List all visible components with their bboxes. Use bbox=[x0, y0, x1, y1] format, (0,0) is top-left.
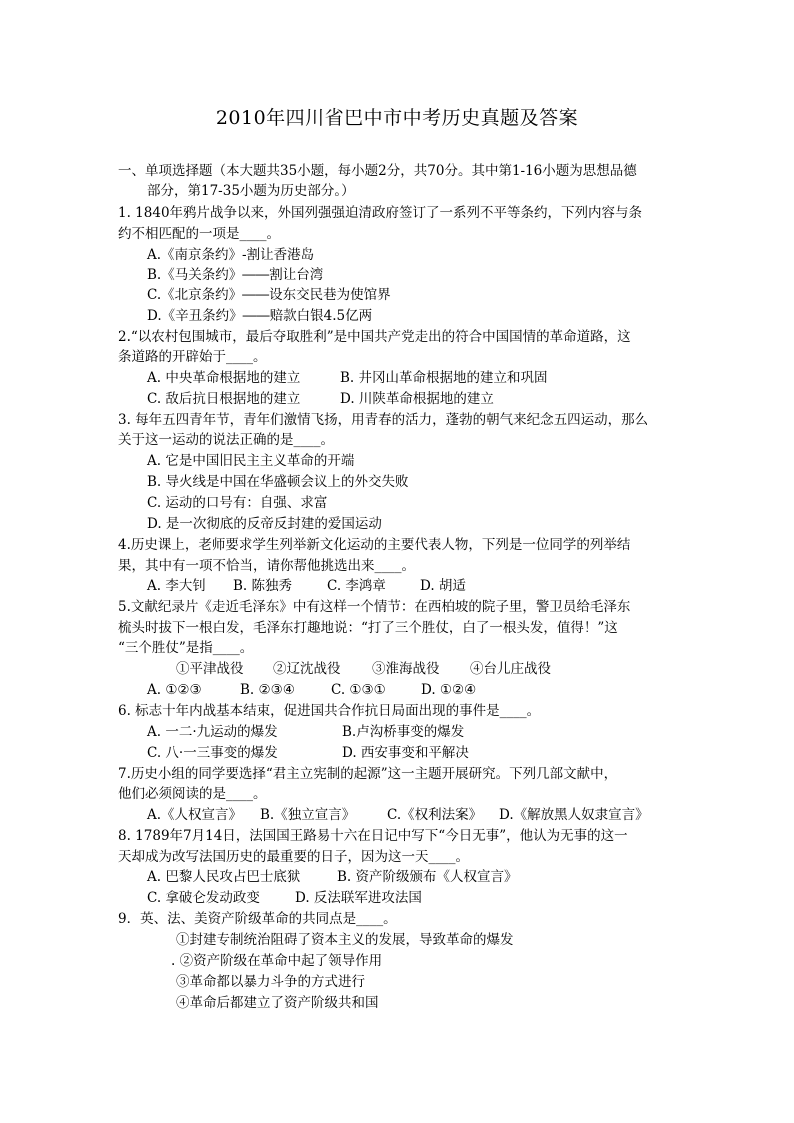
question-3-option-d: D. 是一次彻底的反帝反封建的爱国运动 bbox=[147, 516, 382, 532]
question-2-stem-cont: 条道路的开辟始于____。 bbox=[118, 349, 267, 365]
section-heading: 一、单项选择题（本大题共35小题，每小题2分，共70分。其中第1-16小题为思想品德 bbox=[118, 163, 637, 179]
question-7-stem-cont: 他们必须阅读的是____。 bbox=[118, 786, 267, 802]
question-7-option-d: D.《解放黑人奴隶宣言》 bbox=[499, 807, 649, 823]
question-2-stem: 2.“以农村包围城市，最后夺取胜利”是中国共产党走出的符合中国国情的革命道路，这 bbox=[118, 329, 631, 345]
question-5-item-4: ④台儿庄战役 bbox=[470, 661, 551, 677]
question-9-item-1: ①封建专制统治阻碍了资本主义的发展，导致革命的爆发 bbox=[176, 932, 514, 948]
question-8-option-c: C. 拿破仑发动政变 bbox=[147, 890, 260, 906]
question-1-stem: 1. 1840年鸦片战争以来，外国列强强迫清政府签订了一系列不平等条约，下列内容与条 bbox=[118, 205, 643, 221]
question-3-option-b: B. 导火线是中国在华盛顿会议上的外交失败 bbox=[147, 474, 409, 490]
question-5-item-3: ③淮海战役 bbox=[372, 661, 440, 677]
question-2-option-c: C. 敌后抗日根据地的建立 bbox=[147, 391, 301, 407]
question-7-stem: 7.历史小组的同学要选择“君主立宪制的起源”这一主题开展研究。下列几部文献中， bbox=[118, 766, 618, 782]
question-5-item-1: ①平津战役 bbox=[176, 661, 244, 677]
question-1-option-d: D.《辛丑条约》――赔款白银4.5亿两 bbox=[147, 308, 373, 324]
question-8-stem: 8. 1789年7月14日，法国国王路易十六在日记中写下“今日无事”，他认为无事的这一 bbox=[118, 828, 628, 844]
question-4-stem-cont: 果，其中有一项不恰当，请你帮他挑选出来____。 bbox=[118, 558, 415, 574]
question-2-option-b: B. 井冈山革命根据地的建立和巩固 bbox=[340, 370, 548, 386]
question-3-option-a: A. 它是中国旧民主主义革命的开端 bbox=[147, 453, 355, 469]
question-8-option-a: A. 巴黎人民攻占巴士底狱 bbox=[147, 869, 301, 885]
question-7-option-b: B.《独立宣言》 bbox=[260, 807, 356, 823]
question-1-option-c: C.《北京条约》――设东交民巷为使馆界 bbox=[147, 287, 391, 303]
question-3-option-c: C. 运动的口号有：自强、求富 bbox=[147, 495, 328, 511]
question-5-option-d: D. ①②④ bbox=[421, 682, 477, 698]
question-2-option-d: D. 川陕革命根据地的建立 bbox=[340, 391, 494, 407]
question-4-stem: 4.历史课上，老师要求学生列举新文化运动的主要代表人物，下列是一位同学的列举结 bbox=[118, 537, 631, 553]
question-2-option-a: A. 中央革命根据地的建立 bbox=[147, 370, 301, 386]
question-5-stem-cont: 梳头时拔下一根白发，毛泽东打趣地说：“打了三个胜仗，白了一根头发，值得！”这 bbox=[118, 620, 618, 636]
question-5-stem-cont-2: “三个胜仗”是指____。 bbox=[118, 640, 254, 656]
question-7-option-c: C.《权利法案》 bbox=[387, 807, 483, 823]
question-1-option-a: A.《南京条约》-割让香港岛 bbox=[147, 247, 315, 263]
question-3-stem-cont: 关于这一运动的说法正确的是____。 bbox=[118, 432, 334, 448]
question-1-stem-cont: 约不相匹配的一项是____。 bbox=[118, 226, 280, 242]
question-9-item-3: ③革命都以暴力斗争的方式进行 bbox=[176, 974, 365, 990]
question-7-option-a: A.《人权宣言》 bbox=[147, 807, 243, 823]
page-title: 2010年四川省巴中市中考历史真题及答案 bbox=[215, 107, 579, 129]
question-8-option-b: B. 资产阶级颁布《人权宣言》 bbox=[337, 869, 518, 885]
question-5-stem: 5.文献纪录片《走近毛泽东》中有这样一个情节：在西柏坡的院子里，警卫员给毛泽东 bbox=[118, 599, 631, 615]
question-9-item-2: . ②资产阶级在革命中起了领导作用 bbox=[171, 953, 383, 969]
question-6-option-c: C. 八·一三事变的爆发 bbox=[147, 745, 278, 761]
question-1-option-b: B.《马关条约》――割让台湾 bbox=[147, 267, 324, 283]
question-5-option-b: B. ②③④ bbox=[240, 682, 295, 698]
question-5-item-2: ②辽沈战役 bbox=[273, 661, 341, 677]
question-4-option-c: C. 李鸿章 bbox=[327, 578, 386, 594]
question-4-option-b: B. 陈独秀 bbox=[233, 578, 293, 594]
question-6-option-b: B.卢沟桥事变的爆发 bbox=[342, 724, 465, 740]
question-4-option-a: A. 李大钊 bbox=[147, 578, 206, 594]
question-5-option-c: C. ①③① bbox=[331, 682, 386, 698]
section-heading-cont: 部分，第17-35小题为历史部分。） bbox=[147, 183, 355, 199]
question-6-option-d: D. 西安事变和平解决 bbox=[342, 745, 469, 761]
question-5-option-a: A. ①②③ bbox=[147, 682, 202, 698]
question-6-option-a: A. 一二·九运动的爆发 bbox=[147, 724, 278, 740]
question-8-option-d: D. 反法联军进攻法国 bbox=[295, 890, 422, 906]
question-8-stem-cont: 天却成为改写法国历史的最重要的日子，因为这一天____。 bbox=[118, 849, 469, 865]
question-6-stem: 6. 标志十年内战基本结束，促进国共合作抗日局面出现的事件是____。 bbox=[118, 703, 541, 719]
question-9-item-4: ④革命后都建立了资产阶级共和国 bbox=[176, 995, 379, 1011]
question-4-option-d: D. 胡适 bbox=[420, 578, 466, 594]
question-9-stem: 9．英、法、美资产阶级革命的共同点是____。 bbox=[118, 911, 397, 927]
question-3-stem: 3. 每年五四青年节，青年们激情飞扬，用青春的活力，蓬勃的朝气来纪念五四运动，那么 bbox=[118, 412, 649, 428]
